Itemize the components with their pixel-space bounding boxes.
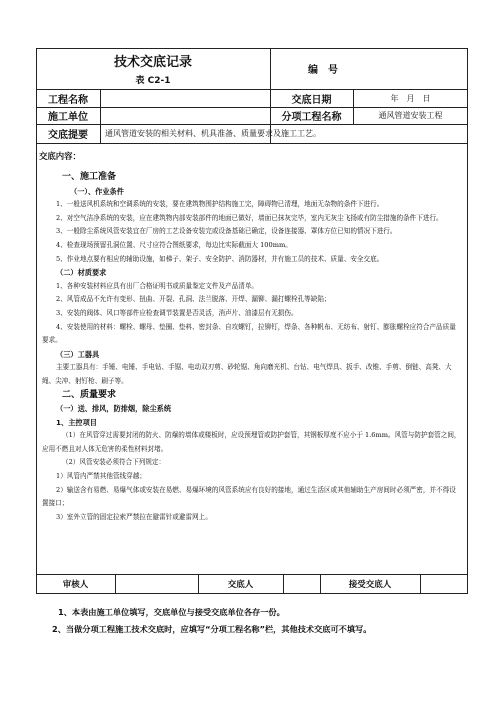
- paragraph: 4、安装使用的材料：螺栓、螺母、垫圈、垫料、密封条、自攻螺钉，拉铆钉，焊条、各种帆布、无纺布、射钉、膨胀螺栓应符合产品质量要求。: [42, 322, 456, 345]
- reviewer-label: 审核人: [62, 580, 89, 590]
- construction-unit-value[interactable]: [100, 107, 270, 124]
- paragraph: 1、各种安装材料应具有出厂合格证明书或质量鉴定文件及产品清单。: [56, 281, 259, 290]
- receiver-signature-field[interactable]: [420, 574, 468, 594]
- row-divider: [36, 143, 468, 144]
- subsection-heading: （一）、作业条件: [70, 186, 124, 196]
- paragraph: 1、一般送风机系统和空调系统的安装，要在建筑物围护结构施工完，障碍物已清理，地面无杂物的条件下进行。: [56, 200, 384, 209]
- number-label: 编 号: [308, 65, 338, 76]
- construction-unit-label: 施工单位: [48, 112, 88, 123]
- subsection-heading: （一）送、排风，防排烟，除尘系统: [56, 404, 172, 414]
- subsection-heading: （三）工器具: [56, 349, 100, 359]
- paragraph: 3、安装的阀体、风口等部件应检查调节装置是否灵活，消声片、油漆层有无损伤。: [56, 308, 298, 317]
- handover-date-label: 交底日期: [291, 94, 332, 106]
- note-item: 1、本表由施工单位填写，交底单位与接受交底单位各存一份。: [58, 607, 285, 617]
- subsection-heading: 1、主控项目: [56, 417, 97, 427]
- paragraph: （1）在风管穿过需要封闭的防火、防爆的墙体或楼板时，应设预埋管或防护套管，其钢板厚度不应小于 1.6mm。风管与防护套管之间，应用不燃且对人体无危害的柔性材料封堵。: [42, 431, 461, 453]
- content-label: 交底内容：: [39, 151, 81, 161]
- handover-date-value[interactable]: 年 月 日: [390, 93, 431, 103]
- paragraph: 5、作业地点要有相应的辅助设施，如梯子、架子、安全防护、消防器材，并有施工员的技术、质量、安全交底。: [56, 254, 384, 263]
- presenter-signature-field[interactable]: [283, 574, 320, 594]
- section-heading: 一、施工准备: [62, 172, 117, 182]
- paragraph: 2、风管成品不允许有变形、扭曲、开裂、孔洞、法兰脱落、开焊、漏铆、漏打螺栓孔等缺陷；: [56, 295, 331, 304]
- reviewer-signature-field[interactable]: [115, 574, 198, 594]
- form-code: 表 C2-1: [135, 76, 171, 86]
- project-name-label: 工程名称: [48, 94, 88, 106]
- subsection-heading: （二）材质要求: [56, 268, 107, 278]
- presenter-label: 交底人: [227, 580, 254, 590]
- summary-value[interactable]: 通风管道安装的相关材料、机具准备、质量要求及施工工艺。: [105, 129, 321, 138]
- paragraph: 4、检查现场预留孔洞位置、尺寸应符合图纸要求，每边比实际截面大 100mm。: [56, 240, 292, 249]
- paragraph: 3）室外立管的固定拉索严禁拉在避雷针或避雷网上。: [56, 512, 212, 521]
- receiver-label: 接受交底人: [348, 580, 392, 590]
- project-name-value[interactable]: [100, 89, 270, 107]
- paragraph: 2、对空气洁净系统的安装，应在建筑物内部安装部件的地面已做好，墙面已抹灰完毕，室内无灰尘飞扬或有防尘措施的条件下进行。: [56, 213, 443, 222]
- form-title-block: [36, 48, 270, 89]
- note-item: 2、当做分项工程施工技术交底时，应填写“分项工程名称”栏，其他技术交底可不填写。: [52, 624, 372, 634]
- summary-label: 交底提要: [48, 130, 88, 141]
- paragraph: 主要工器具有：手锤、电锤、手电钻、手锯、电动双刃剪、砂轮锯、角向磨光机、台钻、电气焊具、扳手、改锥、手剪、倒链、高凳、大绳、尖冲、射钉枪、刷子等。: [42, 363, 452, 385]
- form-notes: [52, 604, 488, 638]
- form-title: 技术交底记录: [113, 55, 192, 70]
- sub-project-value[interactable]: 通风管道安装工程: [378, 111, 443, 120]
- paragraph: 3、一般除尘系统风管安装宜在厂房的工艺设备安装完或设备基础已确定，设备连接器、罩体方位已知的情况下进行。: [56, 227, 397, 236]
- section-heading: 二、质量要求: [62, 389, 117, 400]
- paragraph: 2）输送含有易燃、易爆气体或安装在易燃、易爆环境的风管系统应有良好的接地，通过生活区或其他辅助生产房间时必须严密，并不得设置接口；: [42, 485, 456, 508]
- paragraph: 1）风管内严禁其他管线穿越；: [56, 472, 146, 481]
- handover-content: [39, 150, 462, 524]
- sub-project-label: 分项工程名称: [281, 112, 342, 123]
- paragraph: （2）风管安装必须符合下列规定：: [62, 458, 166, 467]
